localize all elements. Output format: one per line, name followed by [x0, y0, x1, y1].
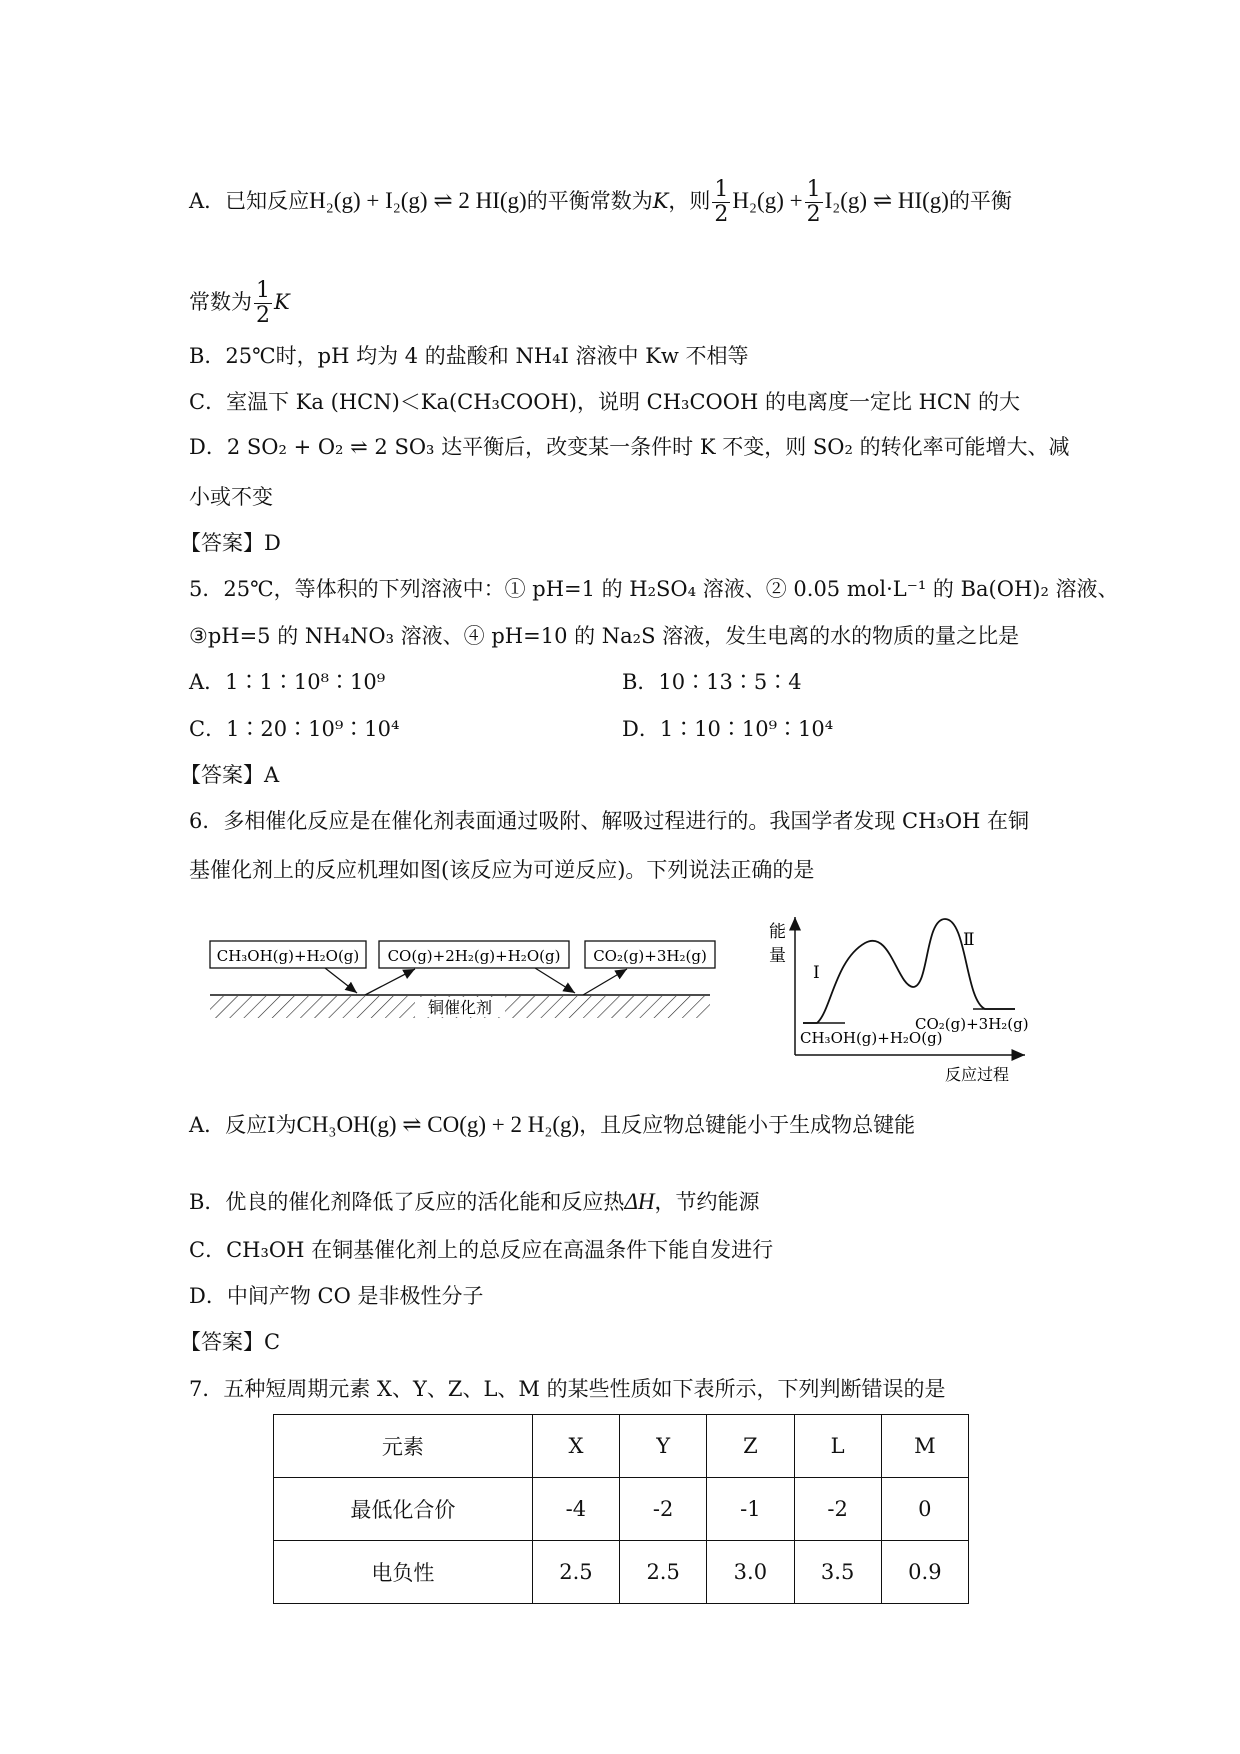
- q4-option-d-line2: 小或不变: [189, 485, 273, 509]
- q6-option-b-prefix: B．优良的催化剂降低了反应的活化能和反应热: [189, 1190, 625, 1214]
- table-cell: 2.5: [620, 1541, 707, 1604]
- table-header-cell: L: [794, 1415, 881, 1478]
- q5-option-a: A．1∶1∶10⁸∶10⁹: [189, 670, 386, 694]
- mechanism-diagram: [210, 941, 715, 1018]
- q6-reaction-diagram: [205, 915, 1035, 1090]
- q5-answer: 【答案】A: [180, 763, 280, 787]
- q6-option-d: D．中间产物 CO 是非极性分子: [189, 1284, 484, 1308]
- y-axis-label-1: 能: [769, 922, 786, 942]
- x-axis-label: 反应过程: [945, 1065, 1010, 1084]
- q6-option-a: [189, 1110, 915, 1140]
- table-cell: 电负性: [274, 1541, 533, 1604]
- q4-fraction-half-3: $\frac{1}{2}$: [256, 278, 270, 328]
- table-row: [274, 1541, 969, 1604]
- q5-option-d: D．1∶10∶10⁹∶10⁴: [622, 717, 834, 741]
- table-header-cell: M: [881, 1415, 968, 1478]
- table-cell: -1: [707, 1478, 794, 1541]
- arrow-desorb-2: [583, 969, 627, 995]
- table-cell: 3.5: [794, 1541, 881, 1604]
- arrow-adsorb-1: [325, 968, 357, 993]
- table-cell: -2: [620, 1478, 707, 1541]
- arrow-adsorb-2: [535, 968, 575, 993]
- table-row: [274, 1478, 969, 1541]
- q4-option-b: B．25℃时，pH 均为 4 的盐酸和 NH₄I 溶液中 Kw 不相等: [189, 344, 749, 368]
- stage-ii-label: Ⅱ: [963, 930, 975, 950]
- q6-option-a-suffix: ，且反应物总键能小于生成物总键能: [579, 1113, 916, 1137]
- q4-option-a-prefix: A．已知反应: [189, 189, 310, 213]
- q5-option-b: B．10∶13∶5∶4: [622, 670, 802, 694]
- energy-profile: [769, 917, 1029, 1084]
- q6-option-c: C．CH₃OH 在铜基催化剂上的总反应在高温条件下能自发进行: [189, 1238, 774, 1262]
- q4-option-a-line2-k: K: [274, 290, 290, 314]
- stage-i-label: Ⅰ: [813, 963, 820, 983]
- q4-option-a-mid: 的平衡常数为: [526, 189, 653, 213]
- box-reactants-label: CH₃OH(g)+H₂O(g): [216, 947, 360, 965]
- q6-option-b-suffix: ，节约能源: [654, 1190, 760, 1214]
- q4-fraction-half-2: $\frac{1}{2}$: [806, 177, 821, 227]
- q4-option-d-line1: D．2 SO₂ + O₂ ⇌ 2 SO₃ 达平衡后，改变某一条件时 K 不变，则 SO₂ 的转化率可能增大、减: [189, 435, 1070, 459]
- q7-properties-table: [273, 1414, 969, 1604]
- q4-option-a-equation2b: I₂(g) ⇌ HI(g): [824, 188, 949, 213]
- energy-curve: [803, 919, 1015, 1023]
- q4-option-a-suffix: 的平衡: [948, 189, 1012, 213]
- q5-stem-line2: ③pH=5 的 NH₄NO₃ 溶液、④ pH=10 的 Na₂S 溶液，发生电离的水的物质的量之比是: [189, 624, 1020, 648]
- q6-option-b-delta-h: ΔH: [624, 1189, 655, 1214]
- q5-option-c: C．1∶20∶10⁹∶10⁴: [189, 717, 400, 741]
- table-cell: 最低化合价: [274, 1478, 533, 1541]
- q7-stem: 7．五种短周期元素 X、Y、Z、L、M 的某些性质如下表所示，下列判断错误的是: [189, 1377, 946, 1401]
- table-cell: 3.0: [707, 1541, 794, 1604]
- q4-option-a-k: K: [652, 189, 669, 213]
- arrow-desorb-1: [365, 969, 415, 995]
- q6-option-b: [189, 1187, 760, 1217]
- table-cell: -4: [532, 1478, 619, 1541]
- q4-option-c: C．室温下 Ka (HCN)＜Ka(CH₃COOH)，说明 CH₃COOH 的电离度一定比 HCN 的大: [189, 390, 1021, 414]
- q4-fraction-half-1: $\frac{1}{2}$: [714, 177, 729, 227]
- q6-stem-line1: 6．多相催化反应是在催化剂表面通过吸附、解吸过程进行的。我国学者发现 CH₃OH 在铜: [189, 809, 1030, 833]
- q5-stem-line1: 5．25℃，等体积的下列溶液中：① pH=1 的 H₂SO₄ 溶液、② 0.05 mol·L⁻¹ 的 Ba(OH)₂ 溶液、: [189, 577, 1119, 601]
- table-header-cell: 元素: [274, 1415, 533, 1478]
- start-species-label: CH₃OH(g)+H₂O(g): [800, 1029, 943, 1047]
- q6-stem-line2: 基催化剂上的反应机理如图(该反应为可逆反应)。下列说法正确的是: [189, 858, 815, 882]
- box-intermediate-label: CO(g)+2H₂(g)+H₂O(g): [387, 947, 561, 965]
- copper-catalyst-label: 铜催化剂: [427, 998, 493, 1017]
- q6-option-a-prefix: A．反应Ⅰ为: [189, 1113, 297, 1137]
- table-cell: -2: [794, 1478, 881, 1541]
- y-axis-label-2: 量: [769, 946, 786, 966]
- q4-option-a-equation1: H₂(g) + I₂(g) ⇌ 2 HI(g): [309, 188, 527, 213]
- q4-option-a-line1: [189, 178, 1012, 227]
- q6-answer: 【答案】C: [180, 1330, 281, 1354]
- table-cell: 2.5: [532, 1541, 619, 1604]
- table-header-cell: Z: [707, 1415, 794, 1478]
- q4-option-a-equation2a: H₂(g) +: [732, 188, 803, 213]
- q4-option-a-then: ，则: [668, 189, 711, 213]
- table-header-row: [274, 1415, 969, 1478]
- table-header-cell: Y: [620, 1415, 707, 1478]
- q6-option-a-equation: CH₃OH(g) ⇌ CO(g) + 2 H₂(g): [296, 1112, 580, 1137]
- table-cell: 0: [881, 1478, 968, 1541]
- q4-option-a-line2-text: 常数为: [189, 290, 252, 314]
- box-products-label: CO₂(g)+3H₂(g): [593, 947, 707, 965]
- table-cell: 0.9: [881, 1541, 968, 1604]
- table-header-cell: X: [532, 1415, 619, 1478]
- end-species-label: CO₂(g)+3H₂(g): [915, 1015, 1029, 1033]
- q4-option-a-line2: [189, 279, 290, 328]
- q4-answer: 【答案】D: [180, 531, 281, 555]
